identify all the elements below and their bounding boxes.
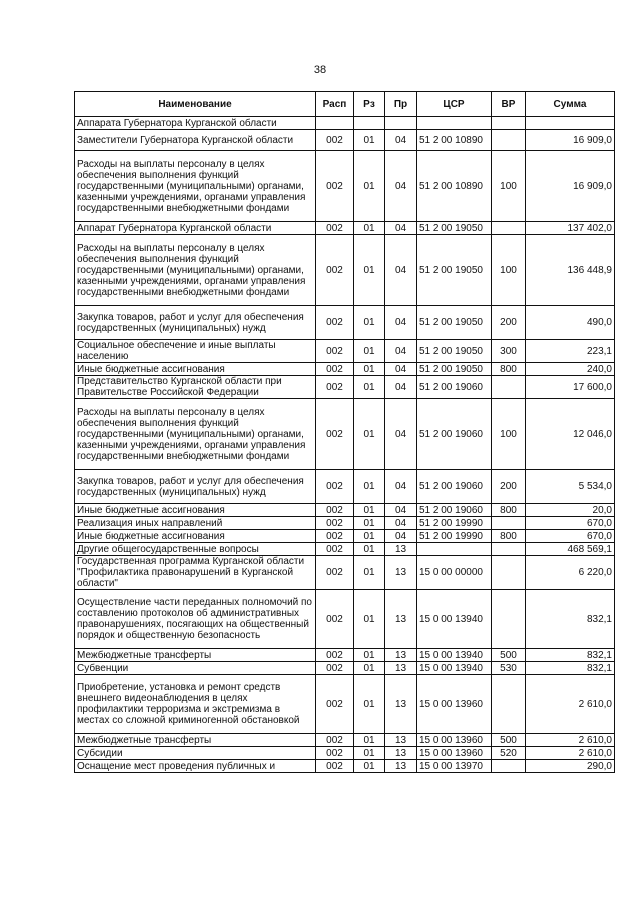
row-vr: 100 (492, 399, 526, 470)
row-vr (492, 760, 526, 773)
row-sum: 290,0 (526, 760, 615, 773)
row-sum: 468 569,1 (526, 543, 615, 556)
row-rz: 01 (354, 662, 385, 675)
row-pr: 13 (385, 590, 417, 649)
row-csr: 51 2 00 19990 (417, 530, 492, 543)
row-sum: 670,0 (526, 517, 615, 530)
row-rasp: 002 (316, 517, 354, 530)
table-row (75, 675, 615, 734)
row-rasp: 002 (316, 363, 354, 376)
row-csr: 51 2 00 10890 (417, 151, 492, 222)
row-pr: 04 (385, 340, 417, 363)
row-rasp: 002 (316, 734, 354, 747)
row-csr: 51 2 00 19050 (417, 340, 492, 363)
row-vr: 100 (492, 151, 526, 222)
row-rz: 01 (354, 590, 385, 649)
table-row (75, 222, 615, 235)
row-csr: 15 0 00 13960 (417, 734, 492, 747)
row-rz: 01 (354, 470, 385, 504)
row-rz: 01 (354, 556, 385, 590)
table-header-row (75, 92, 615, 117)
row-vr: 200 (492, 470, 526, 504)
row-rasp: 002 (316, 543, 354, 556)
row-pr: 04 (385, 530, 417, 543)
row-rz: 01 (354, 649, 385, 662)
row-csr: 15 0 00 13970 (417, 760, 492, 773)
row-pr: 04 (385, 151, 417, 222)
table-row (75, 376, 615, 399)
header-csr: ЦСР (417, 92, 492, 117)
row-sum: 17 600,0 (526, 376, 615, 399)
table-row (75, 530, 615, 543)
table-row (75, 399, 615, 470)
row-csr: 51 2 00 19060 (417, 376, 492, 399)
row-rasp: 002 (316, 399, 354, 470)
row-sum: 832,1 (526, 662, 615, 675)
row-name: Аппарат Губернатора Курганской области (75, 222, 316, 235)
row-vr (492, 376, 526, 399)
row-vr (492, 222, 526, 235)
row-vr (492, 590, 526, 649)
row-sum: 490,0 (526, 306, 615, 340)
row-name: Субвенции (75, 662, 316, 675)
row-name: Представительство Курганской области при Правительстве Российской Федерации (75, 376, 316, 399)
row-sum: 5 534,0 (526, 470, 615, 504)
row-rz (354, 117, 385, 130)
row-rasp: 002 (316, 675, 354, 734)
row-sum: 240,0 (526, 363, 615, 376)
row-rasp: 002 (316, 306, 354, 340)
row-rasp (316, 117, 354, 130)
row-rasp: 002 (316, 760, 354, 773)
header-rasp: Расп (316, 92, 354, 117)
row-rz: 01 (354, 340, 385, 363)
row-rz: 01 (354, 747, 385, 760)
row-pr: 04 (385, 222, 417, 235)
row-pr: 04 (385, 306, 417, 340)
row-csr: 51 2 00 19050 (417, 306, 492, 340)
row-vr: 800 (492, 504, 526, 517)
row-name: Межбюджетные трансферты (75, 734, 316, 747)
row-csr: 51 2 00 19060 (417, 504, 492, 517)
row-rz: 01 (354, 734, 385, 747)
row-csr: 15 0 00 13940 (417, 662, 492, 675)
table-row (75, 117, 615, 130)
row-rz: 01 (354, 530, 385, 543)
table-body (75, 117, 615, 773)
row-sum: 12 046,0 (526, 399, 615, 470)
row-name: Государственная программа Курганской области "Профилактика правонарушений в Курганской области" (75, 556, 316, 590)
row-rz: 01 (354, 504, 385, 517)
table-row (75, 306, 615, 340)
row-vr (492, 517, 526, 530)
row-pr: 13 (385, 662, 417, 675)
row-name: Закупка товаров, работ и услуг для обеспечения государственных (муниципальных) нужд (75, 306, 316, 340)
table-row (75, 340, 615, 363)
row-rasp: 002 (316, 130, 354, 151)
row-sum: 137 402,0 (526, 222, 615, 235)
row-name: Реализация иных направлений (75, 517, 316, 530)
row-csr: 51 2 00 19050 (417, 363, 492, 376)
row-name: Межбюджетные трансферты (75, 649, 316, 662)
row-rz: 01 (354, 760, 385, 773)
row-name: Расходы на выплаты персоналу в целях обеспечения выполнения функций государственными (муниципальными) органами, казенными учреждениями, органами управления государственными внебюджетными фондами (75, 399, 316, 470)
row-rz: 01 (354, 675, 385, 734)
row-rasp: 002 (316, 747, 354, 760)
header-pr: Пр (385, 92, 417, 117)
row-pr: 13 (385, 760, 417, 773)
table-row (75, 543, 615, 556)
row-vr: 800 (492, 363, 526, 376)
row-rasp: 002 (316, 530, 354, 543)
row-name: Расходы на выплаты персоналу в целях обеспечения выполнения функций государственными (муниципальными) органами, казенными учреждениями, органами управления государственными внебюджетными фондами (75, 235, 316, 306)
row-sum: 832,1 (526, 649, 615, 662)
row-vr: 200 (492, 306, 526, 340)
row-sum: 6 220,0 (526, 556, 615, 590)
row-rz: 01 (354, 517, 385, 530)
table-row (75, 363, 615, 376)
row-pr: 04 (385, 399, 417, 470)
row-rasp: 002 (316, 649, 354, 662)
header-sum: Сумма (526, 92, 615, 117)
row-pr: 04 (385, 363, 417, 376)
row-rz: 01 (354, 235, 385, 306)
row-csr: 51 2 00 19050 (417, 235, 492, 306)
row-vr: 500 (492, 649, 526, 662)
row-name: Субсидии (75, 747, 316, 760)
row-csr: 15 0 00 13960 (417, 747, 492, 760)
row-rz: 01 (354, 130, 385, 151)
row-pr: 13 (385, 543, 417, 556)
row-rasp: 002 (316, 222, 354, 235)
row-pr: 13 (385, 734, 417, 747)
row-name: Осуществление части переданных полномочий по составлению протоколов об административных правонарушениях, посягающих на общественный порядок и общественную безопасность (75, 590, 316, 649)
row-rz: 01 (354, 222, 385, 235)
row-pr: 04 (385, 235, 417, 306)
table-row (75, 649, 615, 662)
row-sum: 2 610,0 (526, 675, 615, 734)
row-rasp: 002 (316, 376, 354, 399)
row-name: Приобретение, установка и ремонт средств внешнего видеонаблюдения в целях профилактики терроризма и экстремизма в местах со сложной криминогенной обстановкой (75, 675, 316, 734)
row-name: Оснащение мест проведения публичных и (75, 760, 316, 773)
header-vr: ВР (492, 92, 526, 117)
table-row (75, 760, 615, 773)
row-name: Социальное обеспечение и иные выплаты населению (75, 340, 316, 363)
table-row (75, 470, 615, 504)
row-rz: 01 (354, 376, 385, 399)
row-sum: 670,0 (526, 530, 615, 543)
row-rz: 01 (354, 399, 385, 470)
row-vr (492, 130, 526, 151)
row-csr: 51 2 00 19990 (417, 517, 492, 530)
row-vr (492, 117, 526, 130)
row-vr (492, 556, 526, 590)
row-vr: 520 (492, 747, 526, 760)
row-pr: 13 (385, 556, 417, 590)
row-sum: 2 610,0 (526, 734, 615, 747)
row-pr: 04 (385, 504, 417, 517)
row-rasp: 002 (316, 504, 354, 517)
row-rasp: 002 (316, 470, 354, 504)
row-pr: 13 (385, 747, 417, 760)
row-sum: 20,0 (526, 504, 615, 517)
row-rz: 01 (354, 306, 385, 340)
table-row (75, 747, 615, 760)
row-csr: 15 0 00 13960 (417, 675, 492, 734)
row-pr: 04 (385, 130, 417, 151)
row-rz: 01 (354, 543, 385, 556)
row-sum: 16 909,0 (526, 151, 615, 222)
row-sum: 136 448,9 (526, 235, 615, 306)
row-csr: 51 2 00 19060 (417, 470, 492, 504)
row-name: Иные бюджетные ассигнования (75, 363, 316, 376)
row-name: Закупка товаров, работ и услуг для обеспечения государственных (муниципальных) нужд (75, 470, 316, 504)
header-rz: Рз (354, 92, 385, 117)
row-rasp: 002 (316, 590, 354, 649)
row-vr: 300 (492, 340, 526, 363)
table-row (75, 734, 615, 747)
row-rasp: 002 (316, 556, 354, 590)
row-vr: 500 (492, 734, 526, 747)
row-pr: 13 (385, 675, 417, 734)
row-rasp: 002 (316, 340, 354, 363)
page-number: 38 (313, 64, 327, 76)
row-vr: 800 (492, 530, 526, 543)
row-sum: 832,1 (526, 590, 615, 649)
table-row (75, 662, 615, 675)
row-pr: 04 (385, 517, 417, 530)
header-name: Наименование (75, 92, 316, 117)
row-vr (492, 675, 526, 734)
row-name: Заместители Губернатора Курганской области (75, 130, 316, 151)
row-name: Иные бюджетные ассигнования (75, 504, 316, 517)
row-csr: 15 0 00 13940 (417, 590, 492, 649)
row-sum (526, 117, 615, 130)
table-row (75, 590, 615, 649)
row-vr: 100 (492, 235, 526, 306)
row-pr (385, 117, 417, 130)
row-pr: 04 (385, 376, 417, 399)
table-row (75, 517, 615, 530)
table-row (75, 556, 615, 590)
row-csr: 51 2 00 19050 (417, 222, 492, 235)
row-csr (417, 543, 492, 556)
table-row (75, 130, 615, 151)
row-csr: 51 2 00 10890 (417, 130, 492, 151)
row-csr: 15 0 00 13940 (417, 649, 492, 662)
row-rasp: 002 (316, 235, 354, 306)
row-csr (417, 117, 492, 130)
budget-table (74, 91, 615, 773)
row-rz: 01 (354, 363, 385, 376)
row-name: Другие общегосударственные вопросы (75, 543, 316, 556)
row-sum: 16 909,0 (526, 130, 615, 151)
row-rz: 01 (354, 151, 385, 222)
row-rasp: 002 (316, 151, 354, 222)
row-name: Иные бюджетные ассигнования (75, 530, 316, 543)
row-csr: 15 0 00 00000 (417, 556, 492, 590)
row-rasp: 002 (316, 662, 354, 675)
table-row (75, 235, 615, 306)
row-vr (492, 543, 526, 556)
row-pr: 13 (385, 649, 417, 662)
row-sum: 223,1 (526, 340, 615, 363)
row-name: Расходы на выплаты персоналу в целях обеспечения выполнения функций государственными (муниципальными) органами, казенными учреждениями, органами управления государственными внебюджетными фондами (75, 151, 316, 222)
row-name: Аппарата Губернатора Курганской области (75, 117, 316, 130)
table-row (75, 151, 615, 222)
row-sum: 2 610,0 (526, 747, 615, 760)
table-row (75, 504, 615, 517)
row-pr: 04 (385, 470, 417, 504)
row-csr: 51 2 00 19060 (417, 399, 492, 470)
row-vr: 530 (492, 662, 526, 675)
